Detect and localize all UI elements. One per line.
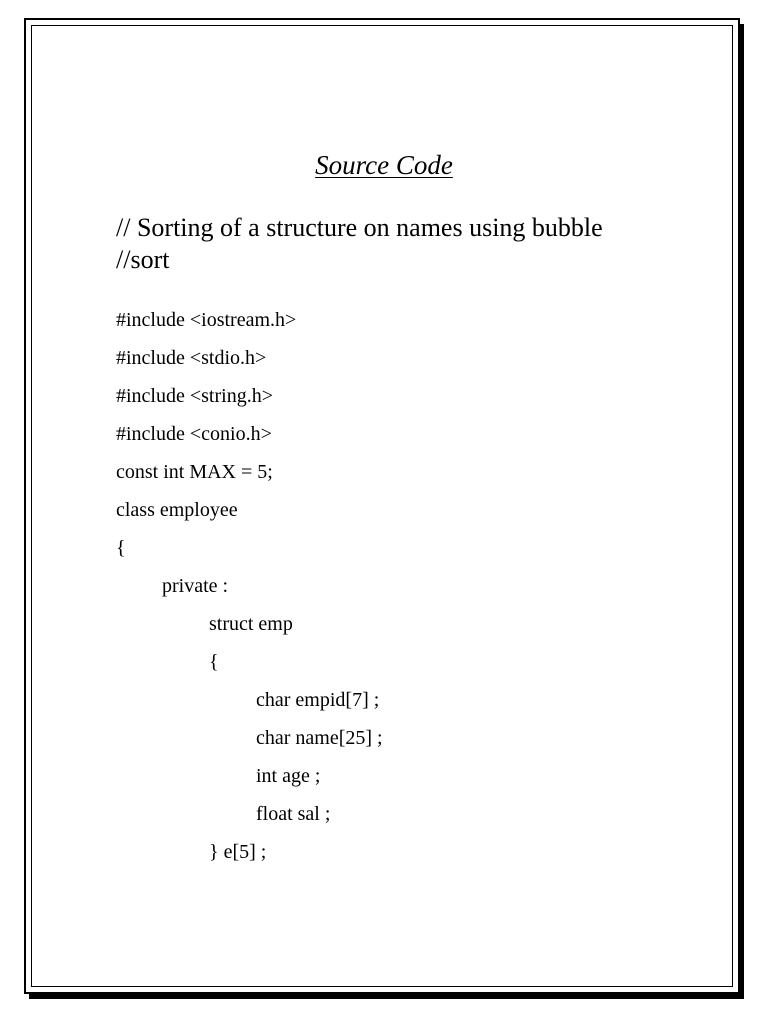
code-line-include-iostream: #include <iostream.h>	[116, 309, 297, 331]
page-title: Source Code	[315, 150, 453, 180]
code-line-struct-close: } e[5] ;	[209, 841, 267, 863]
code-line-private: private :	[162, 575, 229, 597]
comment-line-2: //sort	[116, 245, 170, 274]
code-line-age: int age ;	[256, 765, 321, 787]
code-line-empid: char empid[7] ;	[256, 689, 380, 711]
code-line-sal: float sal ;	[256, 803, 331, 825]
comment-line-1: // Sorting of a structure on names using bubble	[116, 213, 603, 242]
code-line-open-brace: {	[116, 537, 126, 559]
code-line-include-conio: #include <conio.h>	[116, 423, 272, 445]
code-line-struct-open-brace: {	[209, 651, 219, 673]
code-line-include-stdio: #include <stdio.h>	[116, 347, 267, 369]
code-line-include-string: #include <string.h>	[116, 385, 273, 407]
code-line-name: char name[25] ;	[256, 727, 383, 749]
code-line-class-employee: class employee	[116, 499, 238, 521]
code-line-const-max: const int MAX = 5;	[116, 461, 273, 483]
code-line-struct-emp: struct emp	[209, 613, 293, 635]
